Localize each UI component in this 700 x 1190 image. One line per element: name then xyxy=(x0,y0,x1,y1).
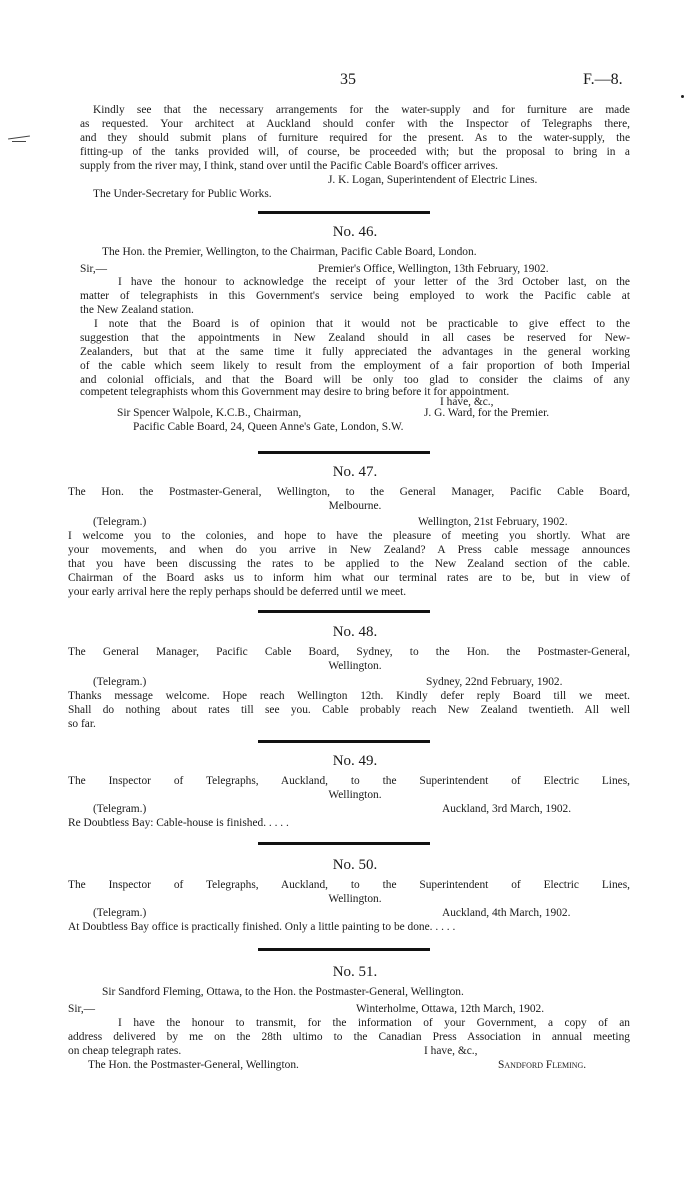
no47-body-line-2: your movements, and when do you arrive in New Zealand? A Press cable message announces xyxy=(68,544,630,556)
no46-para1-line-1: I have the honour to acknowledge the receipt of your letter of the 3rd October last, on the xyxy=(118,276,630,288)
no47-heading: The Hon. the Postmaster-General, Wellington, to the General Manager, Pacific Cable Board, xyxy=(68,486,630,498)
intro-line-1: Kindly see that the necessary arrangements for the water-supply and for furniture are made xyxy=(93,104,630,116)
no50-body: At Doubtless Bay office is practically finished. Only a little painting to be done. . . . . xyxy=(68,921,456,933)
no46-salutation: Sir,— xyxy=(80,263,108,275)
no46-heading: The Hon. the Premier, Wellington, to the Chairman, Pacific Cable Board, London. xyxy=(102,246,477,258)
no47-type: (Telegram.) xyxy=(93,516,147,528)
no47-heading-cont: Melbourne. xyxy=(328,500,382,512)
document-ref: F.—8. xyxy=(583,71,623,88)
no46-recipient-address: Pacific Cable Board, 24, Queen Anne's Gate, London, S.W. xyxy=(133,421,404,433)
no48-body-line-2: Shall do nothing about rates till see you. Cable probably reach New Zealand twentieth. All well xyxy=(68,704,630,716)
no46-number: No. 46. xyxy=(332,224,378,240)
no49-place-date: Auckland, 3rd March, 1902. xyxy=(442,803,572,815)
no51-heading: Sir Sandford Fleming, Ottawa, to the Hon. the Postmaster-General, Wellington. xyxy=(102,986,464,998)
intro-signature: J. K. Logan, Superintendent of Electric Lines. xyxy=(328,174,538,186)
no46-para1-line-3: the New Zealand station. xyxy=(80,304,194,316)
no50-heading: The Inspector of Telegraphs, Auckland, to the Superintendent of Electric Lines, xyxy=(68,879,630,891)
no51-body-line-1: I have the honour to transmit, for the information of your Government, a copy of an xyxy=(118,1017,630,1029)
no51-body-line-2: address delivered by me on the 28th ultimo to the Canadian Press Association in annual meeting xyxy=(68,1031,630,1043)
no46-closing: I have, &c., xyxy=(440,396,494,408)
no51-salutation: Sir,— xyxy=(68,1003,96,1015)
section-divider xyxy=(258,948,430,951)
intro-line-3: and they should submit plans of furniture required for the present. As to the water-supply, the xyxy=(80,132,630,144)
intro-line-2: as requested. Your architect at Auckland should confer with the Inspector of Telegraphs there, xyxy=(80,118,630,130)
no46-para2-line-5: and colonial officials, and that the Board will be only too glad to consider the claims of any xyxy=(80,374,630,386)
no51-signature: Sandford Fleming. xyxy=(498,1059,587,1071)
section-divider xyxy=(258,740,430,743)
no48-heading-cont: Wellington. xyxy=(328,660,382,672)
no46-place-date: Premier's Office, Wellington, 13th February, 1902. xyxy=(318,263,549,275)
no51-place-date: Winterholme, Ottawa, 12th March, 1902. xyxy=(356,1003,545,1015)
no47-body-line-1: I welcome you to the colonies, and hope to have the pleasure of meeting you shortly. What are xyxy=(68,530,630,542)
no46-para1-line-2: matter of telegraphists in this Government's service being employed to work the Pacific cable at xyxy=(80,290,630,302)
no48-number: No. 48. xyxy=(332,624,378,640)
no48-type: (Telegram.) xyxy=(93,676,147,688)
section-divider xyxy=(258,610,430,613)
no47-number: No. 47. xyxy=(332,464,378,480)
no46-recipient: Sir Spencer Walpole, K.C.B., Chairman, xyxy=(117,407,302,419)
no51-number: No. 51. xyxy=(332,964,378,980)
section-divider xyxy=(258,842,430,845)
no51-recipient: The Hon. the Postmaster-General, Wellington. xyxy=(88,1059,299,1071)
no50-number: No. 50. xyxy=(332,857,378,873)
section-divider xyxy=(258,451,430,454)
no47-body-line-5: your early arrival here the reply perhaps should be deferred until we meet. xyxy=(68,586,407,598)
no49-number: No. 49. xyxy=(332,753,378,769)
no50-heading-cont: Wellington. xyxy=(328,893,382,905)
no49-heading-cont: Wellington. xyxy=(328,789,382,801)
no50-place-date: Auckland, 4th March, 1902. xyxy=(442,907,571,919)
no46-para2-line-1: I note that the Board is of opinion that it would not be practicable to give effect to the xyxy=(94,318,630,330)
margin-dash-mark xyxy=(12,141,26,142)
no49-body: Re Doubtless Bay: Cable-house is finished. . . . . xyxy=(68,817,289,829)
intro-addressee: The Under-Secretary for Public Works. xyxy=(93,188,272,200)
no46-signature: J. G. Ward, for the Premier. xyxy=(424,407,550,419)
margin-tick-mark xyxy=(8,135,30,139)
intro-line-5: supply from the river may, I think, stand over until the Pacific Cable Board's officer arrives. xyxy=(80,160,499,172)
no48-body-line-1: Thanks message welcome. Hope reach Wellington 12th. Kindly defer reply Board till we meet. xyxy=(68,690,630,702)
no46-para2-line-4: of the cable which seem likely to result from the employment of a fair proportion of both Imperial xyxy=(80,360,630,372)
no51-body-line-3: on cheap telegraph rates. xyxy=(68,1045,182,1057)
no49-type: (Telegram.) xyxy=(93,803,147,815)
no48-place-date: Sydney, 22nd February, 1902. xyxy=(426,676,563,688)
no49-heading: The Inspector of Telegraphs, Auckland, to the Superintendent of Electric Lines, xyxy=(68,775,630,787)
section-divider xyxy=(258,211,430,214)
no47-body-line-3: that you have been discussing the rates to be applied to the New Zealand section of the cable. xyxy=(68,558,630,570)
margin-dot xyxy=(681,95,684,98)
page-number: 35 xyxy=(340,71,356,88)
no46-para2-line-3: Zealanders, but that at the same time it fully appreciated the advantages in the general working xyxy=(80,346,630,358)
no48-body-line-3: so far. xyxy=(68,718,96,730)
no50-type: (Telegram.) xyxy=(93,907,147,919)
no46-para2-line-6: competent telegraphists whom this Government may desire to bring before it for appointment. xyxy=(80,386,510,398)
no46-para2-line-2: suggestion that the appointments in New Zealand should in all cases be reserved for New- xyxy=(80,332,630,344)
no47-place-date: Wellington, 21st February, 1902. xyxy=(418,516,568,528)
intro-line-4: fitting-up of the tanks provided will, of course, be proceeded with; but the proposal to bring in a xyxy=(80,146,630,158)
no51-closing: I have, &c., xyxy=(424,1045,478,1057)
no48-heading: The General Manager, Pacific Cable Board, Sydney, to the Hon. the Postmaster-General, xyxy=(68,646,630,658)
no47-body-line-4: Chairman of the Board asks us to inform him what our terminal rates are to be, but in view of xyxy=(68,572,630,584)
